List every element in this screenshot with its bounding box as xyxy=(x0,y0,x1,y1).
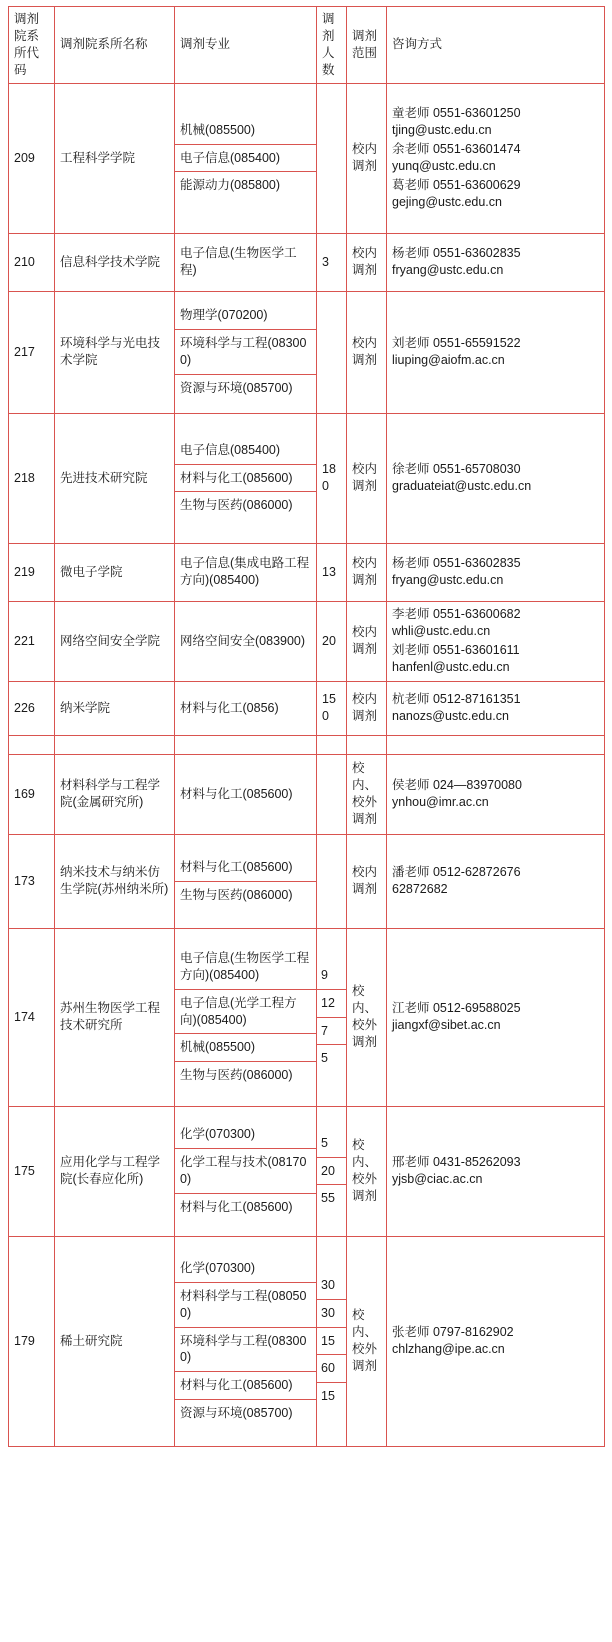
contact-block xyxy=(392,606,599,640)
cell-contact xyxy=(387,681,605,735)
separator-cell xyxy=(9,735,55,754)
cell-contact xyxy=(387,834,605,928)
contact-email: tjing@ustc.edu.cn xyxy=(392,123,492,138)
contact-name-phone: 潘老师 0512-62872676 xyxy=(392,865,521,880)
cell-majors xyxy=(175,83,317,233)
cell-majors: 材料与化工(085600) xyxy=(175,754,317,834)
cell-dept: 信息科学技术学院 xyxy=(55,233,175,291)
count-item: 60 xyxy=(317,1355,346,1383)
table-row xyxy=(9,1106,605,1236)
major-item: 电子信息(085400) xyxy=(175,145,316,173)
cell-contact xyxy=(387,543,605,601)
major-item: 生物与医药(086000) xyxy=(180,1068,293,1083)
contact-name-phone: 杭老师 0512-87161351 xyxy=(392,692,521,707)
contact-email: liuping@aiofm.ac.cn xyxy=(392,353,505,367)
count-item: 5 xyxy=(321,1051,328,1066)
cell-dept: 应用化学与工程学院(长春应化所) xyxy=(55,1106,175,1236)
cell-code: 169 xyxy=(9,754,55,834)
contact-email: hanfenl@ustc.edu.cn xyxy=(392,659,510,674)
contact-email: chlzhang@ipe.ac.cn xyxy=(392,1342,505,1356)
cell-count xyxy=(317,291,347,413)
major-item: 材料科学与工程(080500) xyxy=(175,1283,316,1328)
table-row xyxy=(9,1236,605,1446)
contact-email: ynhou@imr.ac.cn xyxy=(392,795,489,809)
table-row xyxy=(9,291,605,413)
contact-email: yunq@ustc.edu.cn xyxy=(392,159,496,173)
contact-name-phone: 张老师 0797-8162902 xyxy=(392,1325,514,1340)
cell-code: 217 xyxy=(9,291,55,413)
major-item: 化学(070300) xyxy=(175,1255,316,1283)
cell-dept: 微电子学院 xyxy=(55,543,175,601)
table-row xyxy=(9,754,605,834)
count-item: 55 xyxy=(321,1191,335,1206)
major-item: 化学(070300) xyxy=(175,1121,316,1149)
contact-name-phone: 刘老师 0551-63601611 xyxy=(392,643,520,657)
cell-majors xyxy=(175,928,317,1106)
count-item: 7 xyxy=(317,1018,346,1046)
cell-counts xyxy=(317,1106,347,1236)
cell-contact xyxy=(387,291,605,413)
contact-name-phone: 葛老师 0551-63600629 xyxy=(392,177,521,192)
cell-scope: 校内、校外调剂 xyxy=(347,1236,387,1446)
cell-contact xyxy=(387,1106,605,1236)
cell-contact xyxy=(387,754,605,834)
cell-majors: 材料与化工(0856) xyxy=(175,681,317,735)
major-item: 电子信息(生物医学工程方向)(085400) xyxy=(175,945,316,990)
cell-code: 219 xyxy=(9,543,55,601)
cell-count: 150 xyxy=(317,681,347,735)
transfer-quota-table xyxy=(8,6,605,1447)
major-item: 环境科学与工程(083000) xyxy=(175,330,316,375)
cell-dept: 网络空间安全学院 xyxy=(55,601,175,681)
header-cell-dept: 调剂院系所名称 xyxy=(55,7,175,84)
cell-count: 13 xyxy=(317,543,347,601)
contact-block xyxy=(392,141,599,175)
cell-code: 175 xyxy=(9,1106,55,1236)
contact-block xyxy=(392,1324,599,1358)
cell-code: 174 xyxy=(9,928,55,1106)
header-cell-count: 调剂人数 xyxy=(317,7,347,84)
contact-block xyxy=(392,245,599,279)
cell-majors xyxy=(175,413,317,543)
count-item: 15 xyxy=(321,1389,335,1404)
contact-email: nanozs@ustc.edu.cn xyxy=(392,709,509,723)
contact-block xyxy=(392,555,599,589)
cell-dept: 纳米技术与纳米仿生学院(苏州纳米所) xyxy=(55,834,175,928)
cell-dept: 环境科学与光电技术学院 xyxy=(55,291,175,413)
cell-contact xyxy=(387,1236,605,1446)
cell-scope: 校内调剂 xyxy=(347,413,387,543)
major-item: 化学工程与技术(081700) xyxy=(175,1149,316,1194)
contact-name-phone: 侯老师 024—83970080 xyxy=(392,778,522,793)
contact-block xyxy=(392,1154,599,1188)
cell-majors: 电子信息(生物医学工程) xyxy=(175,233,317,291)
table-row xyxy=(9,413,605,543)
contact-block xyxy=(392,335,599,369)
table-row xyxy=(9,233,605,291)
cell-code: 179 xyxy=(9,1236,55,1446)
cell-scope: 校内调剂 xyxy=(347,681,387,735)
cell-code: 209 xyxy=(9,83,55,233)
major-item: 机械(085500) xyxy=(175,1034,316,1062)
count-item: 15 xyxy=(317,1328,346,1356)
cell-scope: 校内调剂 xyxy=(347,83,387,233)
count-item: 30 xyxy=(317,1272,346,1300)
major-item: 机械(085500) xyxy=(175,117,316,145)
cell-scope: 校内调剂 xyxy=(347,233,387,291)
cell-scope: 校内、校外调剂 xyxy=(347,1106,387,1236)
cell-dept: 苏州生物医学工程技术研究所 xyxy=(55,928,175,1106)
cell-count xyxy=(317,754,347,834)
header-cell-major: 调剂专业 xyxy=(175,7,317,84)
contact-name-phone: 童老师 0551-63601250 xyxy=(392,106,521,121)
cell-contact xyxy=(387,928,605,1106)
table-row xyxy=(9,601,605,681)
table-row xyxy=(9,834,605,928)
header-cell-contact: 咨询方式 xyxy=(387,7,605,84)
major-item: 环境科学与工程(083000) xyxy=(175,1328,316,1373)
cell-scope: 校内、校外调剂 xyxy=(347,928,387,1106)
cell-count: 3 xyxy=(317,233,347,291)
major-item: 材料与化工(085600) xyxy=(175,465,316,493)
contact-email: fryang@ustc.edu.cn xyxy=(392,573,504,587)
contact-block xyxy=(392,691,599,725)
contact-email: fryang@ustc.edu.cn xyxy=(392,263,504,277)
major-item: 电子信息(光学工程方向)(085400) xyxy=(175,990,316,1035)
contact-block xyxy=(392,105,599,139)
cell-contact xyxy=(387,83,605,233)
major-item: 资源与环境(085700) xyxy=(180,1406,293,1421)
cell-count xyxy=(317,83,347,233)
cell-counts xyxy=(317,928,347,1106)
header-cell-code: 调剂院系所代码 xyxy=(9,7,55,84)
table-row xyxy=(9,928,605,1106)
separator-cell xyxy=(387,735,605,754)
contact-block xyxy=(392,1000,599,1034)
contact-block xyxy=(392,461,599,495)
cell-code: 221 xyxy=(9,601,55,681)
separator-cell xyxy=(55,735,175,754)
contact-block xyxy=(392,864,599,898)
header-cell-scope: 调剂范围 xyxy=(347,7,387,84)
cell-count: 180 xyxy=(317,413,347,543)
contact-name-phone: 余老师 0551-63601474 xyxy=(392,142,521,157)
cell-counts xyxy=(317,1236,347,1446)
cell-scope: 校内调剂 xyxy=(347,601,387,681)
count-item: 5 xyxy=(317,1130,346,1158)
table-header xyxy=(9,7,605,84)
contact-block xyxy=(392,177,599,211)
count-item: 12 xyxy=(317,990,346,1018)
contact-name-phone: 邢老师 0431-85262093 xyxy=(392,1155,521,1170)
major-item: 生物与医药(086000) xyxy=(180,887,293,902)
table-row xyxy=(9,681,605,735)
contact-block xyxy=(392,777,599,811)
contact-email: whli@ustc.edu.cn xyxy=(392,624,491,639)
cell-dept: 工程科学学院 xyxy=(55,83,175,233)
cell-dept: 稀土研究院 xyxy=(55,1236,175,1446)
cell-dept: 材料科学与工程学院(金属研究所) xyxy=(55,754,175,834)
major-item: 能源动力(085800) xyxy=(180,178,281,193)
count-item: 20 xyxy=(317,1158,346,1186)
contact-email: jiangxf@sibet.ac.cn xyxy=(392,1018,501,1032)
cell-code: 210 xyxy=(9,233,55,291)
table-separator-row xyxy=(9,735,605,754)
contact-email: 62872682 xyxy=(392,882,448,896)
major-item: 电子信息(085400) xyxy=(175,437,316,465)
separator-cell xyxy=(347,735,387,754)
contact-name-phone: 江老师 0512-69588025 xyxy=(392,1001,521,1016)
cell-code: 218 xyxy=(9,413,55,543)
major-item: 生物与医药(086000) xyxy=(180,498,293,513)
contact-email: graduateiat@ustc.edu.cn xyxy=(392,479,532,493)
cell-scope: 校内调剂 xyxy=(347,291,387,413)
cell-majors: 网络空间安全(083900) xyxy=(175,601,317,681)
cell-code: 173 xyxy=(9,834,55,928)
table-header-row xyxy=(9,7,605,84)
cell-contact xyxy=(387,233,605,291)
cell-dept: 纳米学院 xyxy=(55,681,175,735)
count-item: 30 xyxy=(317,1300,346,1328)
cell-majors xyxy=(175,291,317,413)
major-item: 物理学(070200) xyxy=(175,302,316,330)
cell-majors xyxy=(175,1106,317,1236)
contact-block xyxy=(392,642,599,676)
contact-name-phone: 杨老师 0551-63602835 xyxy=(392,556,521,571)
contact-name-phone: 徐老师 0551-65708030 xyxy=(392,462,521,477)
contact-name-phone: 杨老师 0551-63602835 xyxy=(392,246,521,261)
cell-scope: 校内调剂 xyxy=(347,543,387,601)
cell-scope: 校内调剂 xyxy=(347,834,387,928)
major-item: 材料与化工(085600) xyxy=(175,1372,316,1400)
cell-majors xyxy=(175,834,317,928)
cell-scope: 校内、校外调剂 xyxy=(347,754,387,834)
major-item: 材料与化工(085600) xyxy=(175,854,316,882)
cell-count xyxy=(317,834,347,928)
cell-dept: 先进技术研究院 xyxy=(55,413,175,543)
separator-cell xyxy=(317,735,347,754)
major-item: 资源与环境(085700) xyxy=(180,380,293,395)
cell-contact xyxy=(387,601,605,681)
cell-code: 226 xyxy=(9,681,55,735)
separator-cell xyxy=(175,735,317,754)
contact-name-phone: 刘老师 0551-65591522 xyxy=(392,336,521,351)
table-row xyxy=(9,83,605,233)
count-item: 9 xyxy=(317,962,346,990)
cell-majors xyxy=(175,1236,317,1446)
table-body xyxy=(9,83,605,1446)
contact-email: gejing@ustc.edu.cn xyxy=(392,194,502,209)
contact-email: yjsb@ciac.ac.cn xyxy=(392,1172,483,1186)
cell-count: 20 xyxy=(317,601,347,681)
cell-contact xyxy=(387,413,605,543)
table-row xyxy=(9,543,605,601)
major-item: 材料与化工(085600) xyxy=(180,1199,293,1214)
cell-majors: 电子信息(集成电路工程方向)(085400) xyxy=(175,543,317,601)
contact-name-phone: 李老师 0551-63600682 xyxy=(392,607,521,622)
